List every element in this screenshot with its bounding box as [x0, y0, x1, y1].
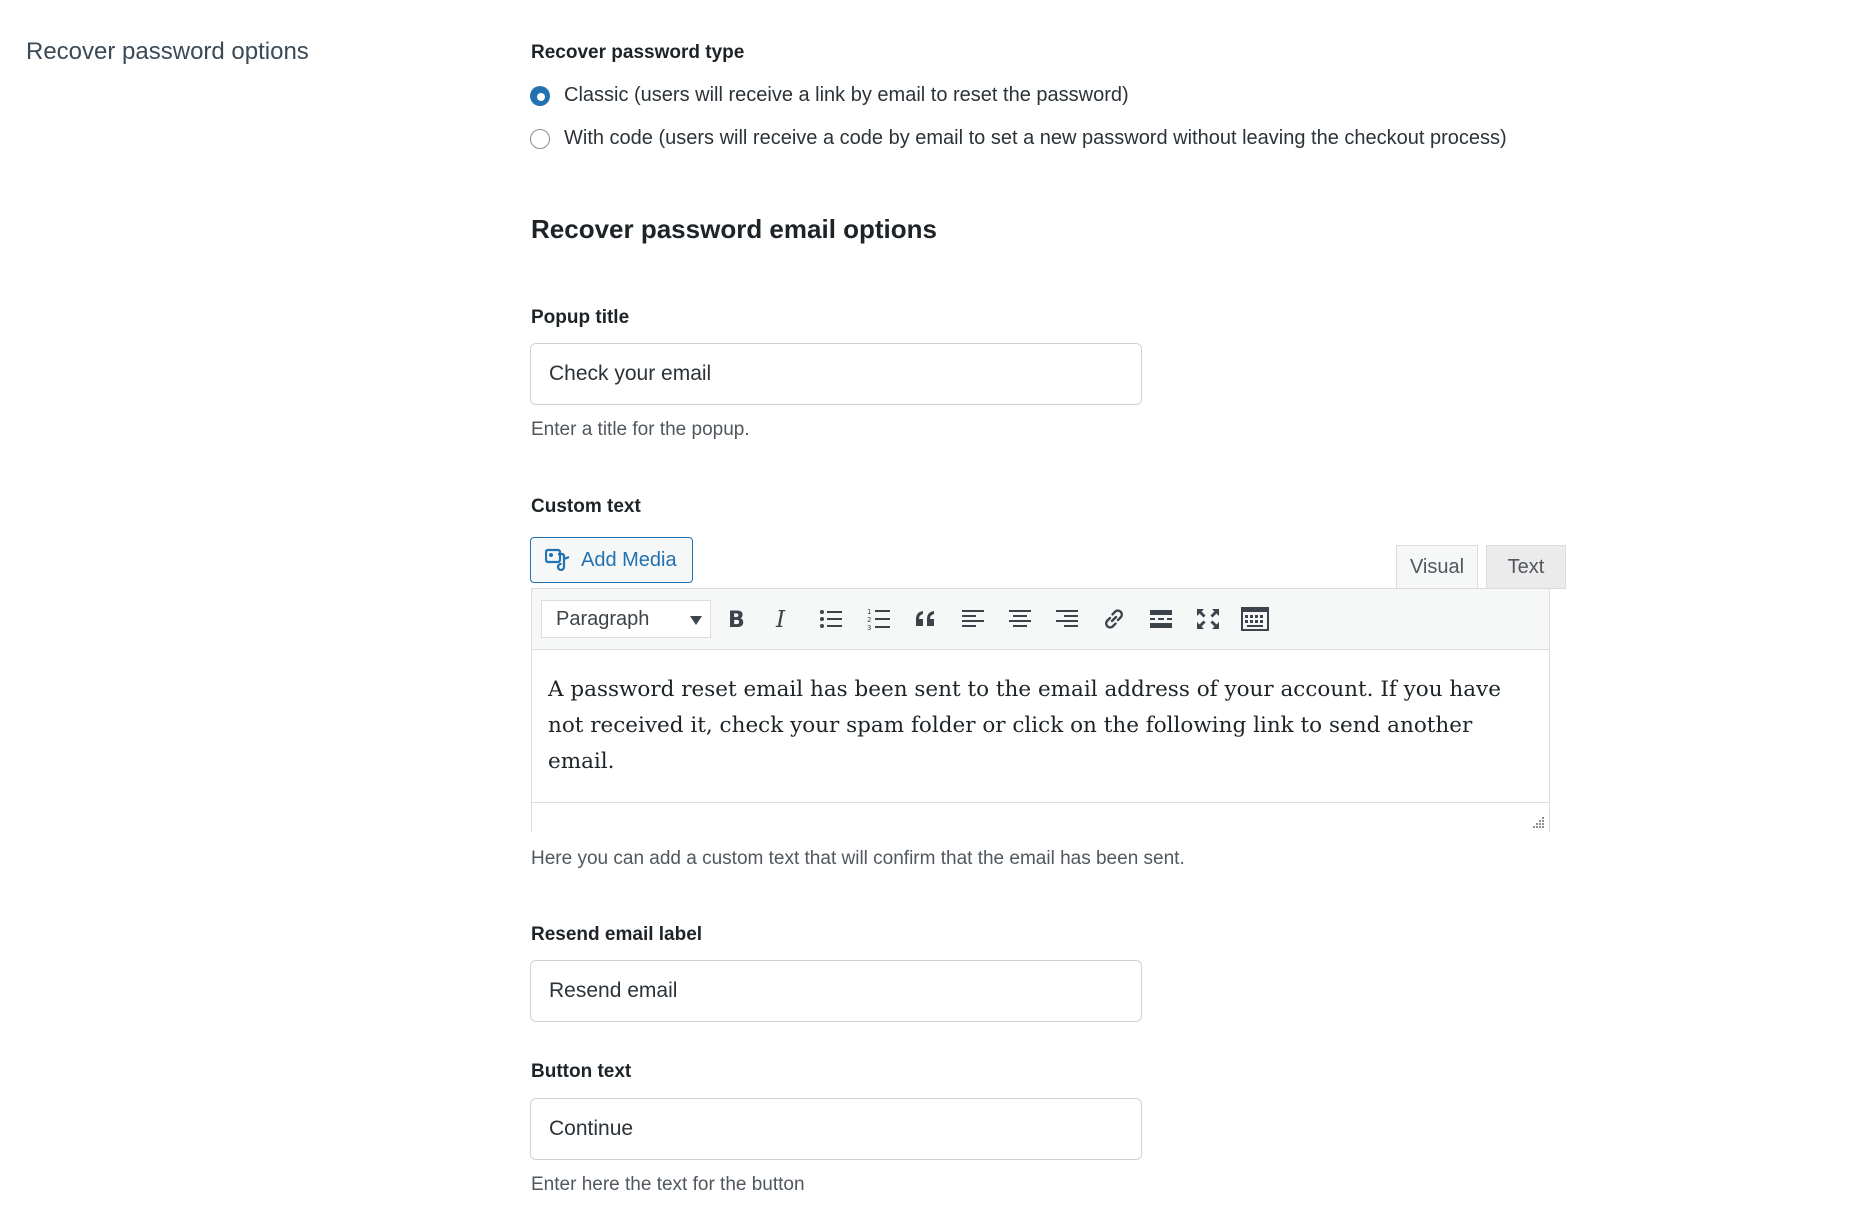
svg-text:I: I [776, 607, 786, 631]
svg-text:3: 3 [867, 624, 872, 631]
bold-button[interactable] [721, 604, 751, 634]
numbered-list-button[interactable] [864, 604, 894, 634]
radio-classic-label: Classic (users will receive a link by email to reset the password) [564, 84, 1129, 106]
radio-code[interactable] [530, 129, 550, 149]
editor-content[interactable]: A password reset email has been sent to the email address of your account. If you have not received it, check your spam folder or click on the following link to send another email. [548, 677, 1501, 774]
format-select-value: Paragraph [556, 607, 650, 630]
align-left-button[interactable] [958, 604, 988, 634]
caret-down-icon [690, 616, 702, 625]
blockquote-button[interactable] [911, 604, 941, 634]
italic-icon [772, 607, 794, 631]
italic-button[interactable] [768, 604, 798, 634]
section-title: Recover password options [26, 38, 309, 65]
align-center-button[interactable] [1005, 604, 1035, 634]
toolbar-toggle-button[interactable] [1240, 604, 1270, 634]
format-select[interactable] [541, 600, 711, 638]
bullet-list-button[interactable] [816, 604, 846, 634]
radio-option-code[interactable] [530, 127, 1507, 150]
add-media-button[interactable] [530, 537, 693, 583]
align-left-icon [961, 608, 985, 630]
svg-text:2: 2 [867, 616, 872, 624]
align-center-icon [1008, 608, 1032, 630]
blockquote-icon [914, 608, 938, 630]
popup-title-input[interactable]: Check your email [530, 343, 1142, 405]
media-icon [545, 548, 571, 572]
numbered-list-icon [867, 607, 891, 631]
read-more-button[interactable] [1146, 604, 1176, 634]
fullscreen-button[interactable] [1193, 604, 1223, 634]
resize-handle-icon[interactable] [1531, 815, 1545, 829]
popup-title-label: Popup title [531, 307, 630, 328]
button-text-description: Enter here the text for the button [531, 1174, 805, 1195]
align-right-icon [1055, 608, 1079, 630]
link-icon [1101, 606, 1127, 632]
radio-code-label: With code (users will receive a code by email to set a new password without leaving the checkout process) [564, 127, 1507, 149]
add-media-label: Add Media [581, 548, 677, 571]
align-right-button[interactable] [1052, 604, 1082, 634]
radio-option-classic[interactable] [530, 84, 1129, 107]
resend-label-label: Resend email label [531, 924, 703, 945]
resend-label-input[interactable]: Resend email [530, 960, 1142, 1022]
popup-title-description: Enter a title for the popup. [531, 419, 750, 440]
fullscreen-icon [1196, 608, 1220, 630]
custom-text-label: Custom text [531, 496, 641, 517]
email-options-heading: Recover password email options [531, 214, 938, 244]
button-text-input[interactable]: Continue [530, 1098, 1142, 1160]
custom-text-description: Here you can add a custom text that will confirm that the email has been sent. [531, 848, 1185, 869]
svg-text:B: B [728, 608, 745, 631]
toolbar-toggle-icon [1241, 607, 1269, 631]
button-text-label: Button text [531, 1061, 632, 1082]
radio-classic[interactable] [530, 86, 550, 106]
bullet-list-icon [819, 608, 843, 630]
editor-statusbar [532, 802, 1549, 832]
bold-icon [725, 607, 747, 631]
recover-type-label: Recover password type [531, 42, 745, 63]
tab-text[interactable]: Text [1486, 545, 1566, 589]
svg-text:1: 1 [867, 608, 872, 616]
read-more-icon [1149, 608, 1173, 630]
link-button[interactable] [1099, 604, 1129, 634]
tab-visual[interactable]: Visual [1396, 545, 1478, 589]
